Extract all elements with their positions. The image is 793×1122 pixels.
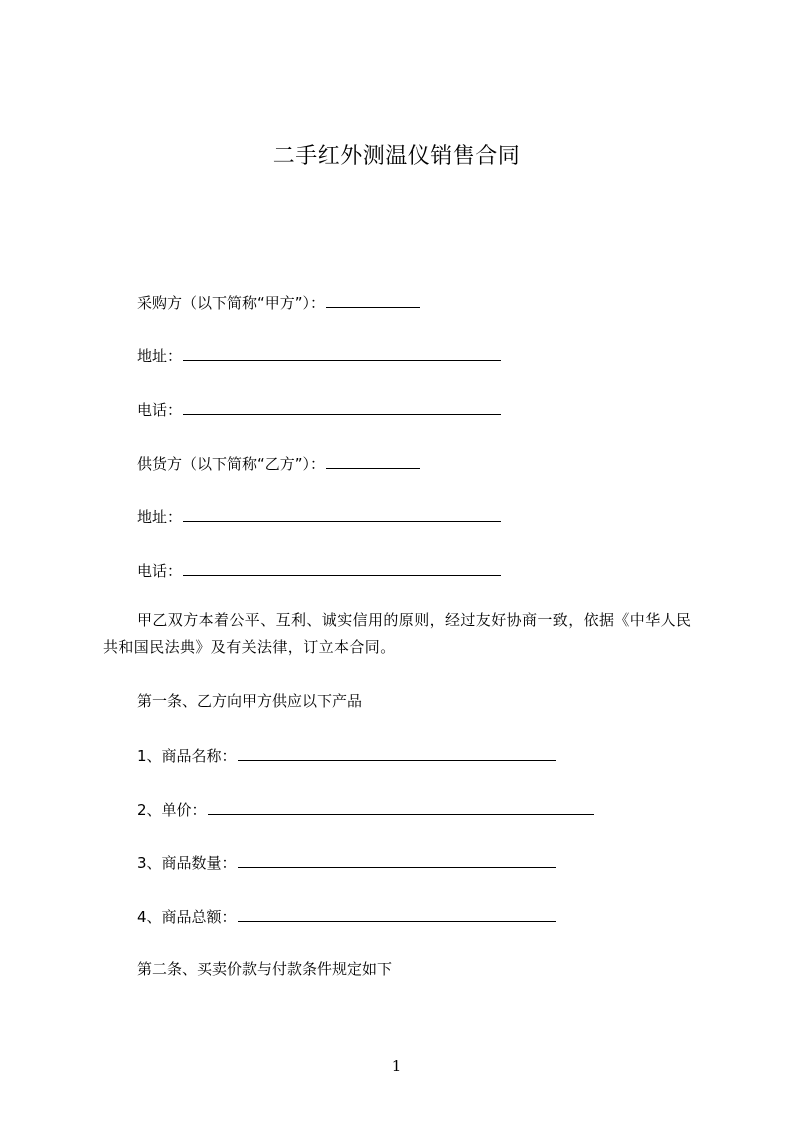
- party-a-line: [137, 292, 420, 313]
- quantity-blank[interactable]: [238, 852, 556, 868]
- article-1-item: [137, 745, 556, 766]
- party-b-phone-line: [137, 560, 501, 581]
- item-label: 3、商品数量：: [137, 854, 237, 872]
- party-b-address-line: [137, 506, 501, 527]
- unit-price-blank[interactable]: [208, 799, 594, 815]
- party-b-blank[interactable]: [326, 453, 420, 469]
- article-1-item: [137, 906, 556, 927]
- article-2-heading: 第二条、买卖价款与付款条件规定如下: [137, 960, 393, 978]
- party-b-phone-blank[interactable]: [183, 560, 501, 576]
- item-label: 4、商品总额：: [137, 908, 237, 926]
- article-1-item: [137, 852, 556, 873]
- party-b-phone-label: 电话：: [137, 562, 183, 580]
- party-a-address-label: 地址：: [137, 347, 183, 365]
- party-a-label: 采购方（以下简称“甲方”）：: [137, 294, 326, 312]
- item-label: 2、单价：: [137, 801, 207, 819]
- total-amount-blank[interactable]: [238, 906, 556, 922]
- product-name-blank[interactable]: [238, 745, 556, 761]
- document-title: 二手红外测温仪销售合同: [272, 144, 521, 169]
- party-a-phone-label: 电话：: [137, 401, 183, 419]
- item-label: 1、商品名称：: [137, 747, 237, 765]
- article-1-heading: 第一条、乙方向甲方供应以下产品: [137, 692, 363, 710]
- party-b-address-blank[interactable]: [183, 506, 501, 522]
- party-b-line: [137, 453, 420, 474]
- party-b-address-label: 地址：: [137, 508, 183, 526]
- party-a-blank[interactable]: [326, 292, 420, 308]
- party-a-address-line: [137, 345, 501, 366]
- party-a-phone-blank[interactable]: [183, 399, 501, 415]
- intro-paragraph: 甲乙双方本着公平、互利、诚实信用的原则，经过友好协商一致，依据《中华人民共和国民法典》及有关法律，订立本合同。: [103, 611, 692, 656]
- article-1-item: [137, 799, 594, 820]
- party-a-phone-line: [137, 399, 501, 420]
- party-a-address-blank[interactable]: [183, 345, 501, 361]
- party-b-label: 供货方（以下简称“乙方”）：: [137, 455, 326, 473]
- page-number: 1: [391, 1057, 402, 1075]
